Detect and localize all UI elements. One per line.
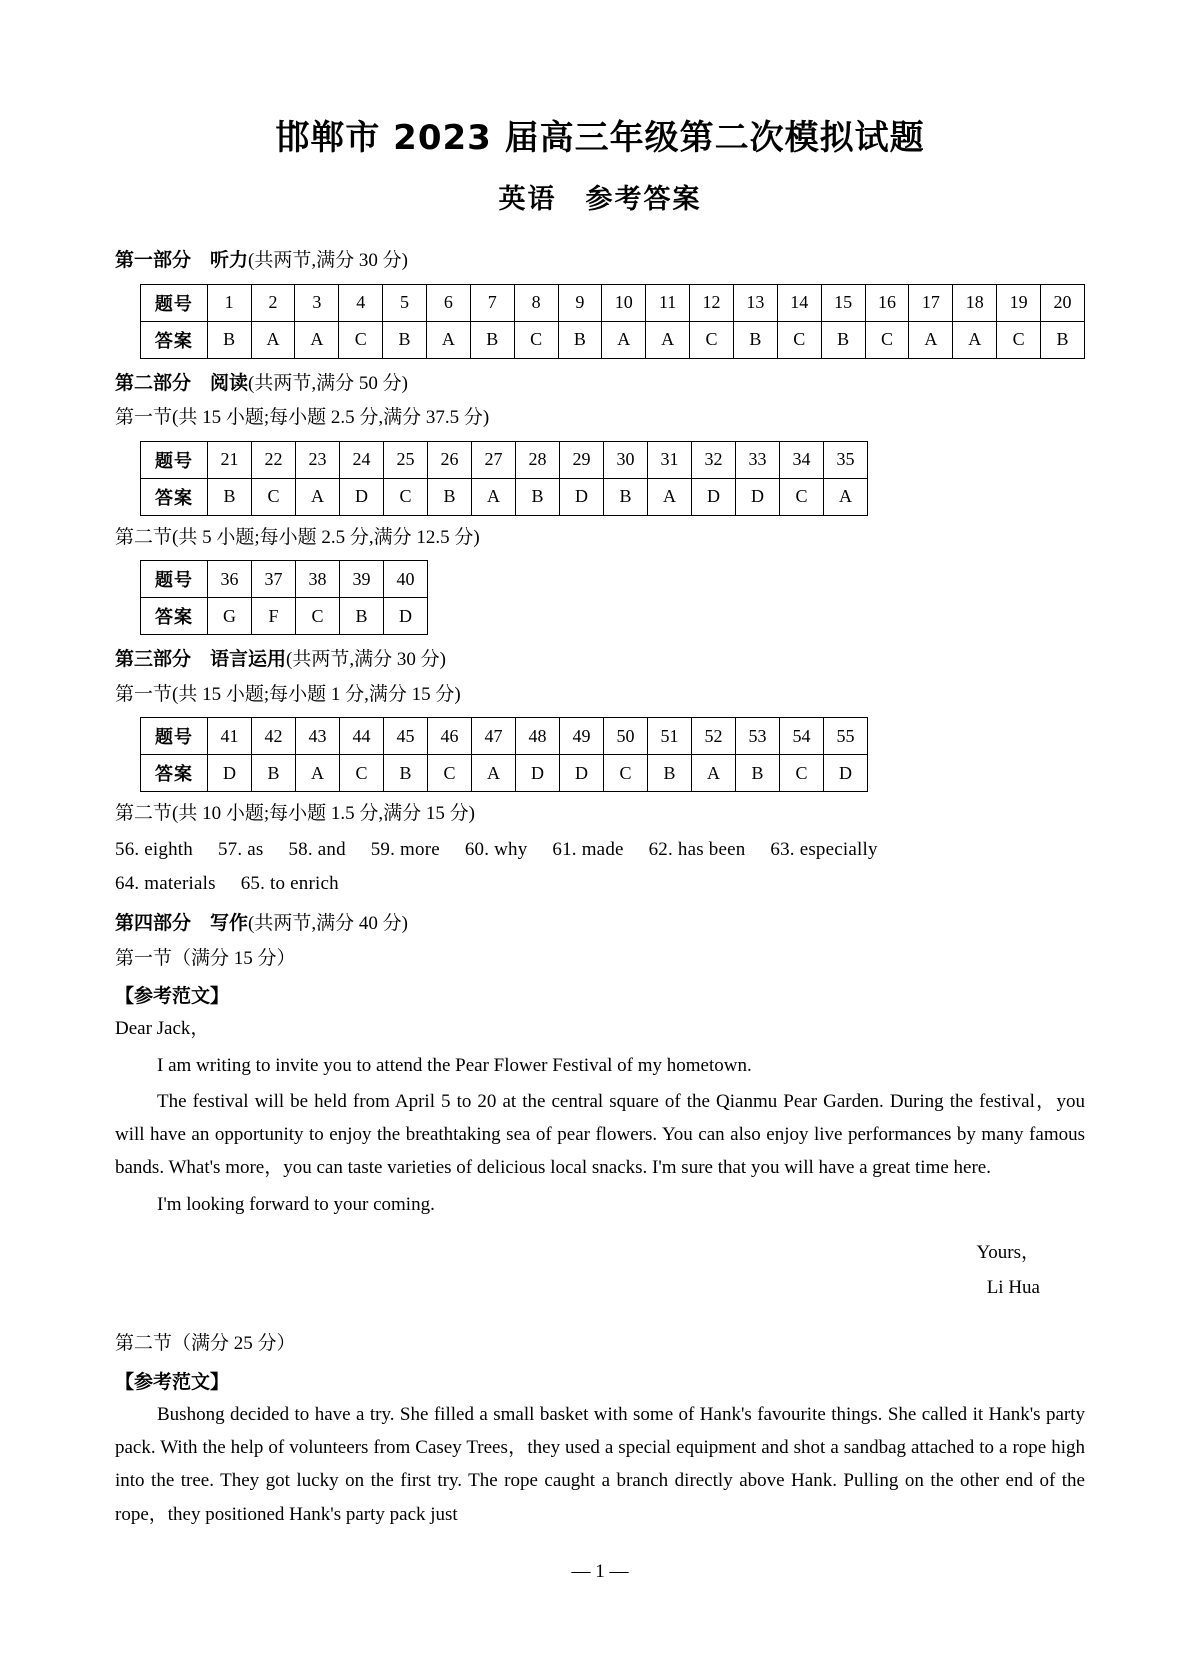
part2-heading-rest: (共两节,满分 50 分) [248, 372, 408, 394]
q-ans: A [692, 755, 736, 792]
q-ans: B [1041, 321, 1085, 358]
table-row [141, 478, 868, 515]
q-num: 54 [780, 718, 824, 755]
q-ans: G [208, 598, 252, 635]
letter-paragraph-3: I'm looking forward to your coming. [157, 1193, 435, 1215]
q-ans: B [208, 478, 252, 515]
q-ans: A [472, 755, 516, 792]
part2-answer-table-1 [140, 441, 868, 516]
part4-heading [115, 909, 1085, 939]
q-num: 49 [560, 718, 604, 755]
part4-section2-title: 第二节（满分 25 分） [115, 1333, 296, 1355]
q-ans: C [428, 755, 472, 792]
part4-heading-bold: 第四部分 写作 [115, 912, 249, 935]
q-num: 18 [953, 284, 997, 321]
page-title: 邯郸市 2023 届高三年级第二次模拟试题 [275, 118, 925, 158]
q-ans: A [251, 321, 295, 358]
fill-blank-line-1 [115, 835, 1085, 865]
q-ans: C [252, 478, 296, 515]
q-num: 6 [426, 284, 470, 321]
q-num: 15 [821, 284, 865, 321]
q-ans: B [384, 755, 428, 792]
row-label-answer: 答案 [141, 755, 208, 792]
part3-sub2: 第二节(共 10 小题;每小题 1.5 分,满分 15 分) [115, 803, 475, 824]
letter-salutation: Dear Jack， [115, 1018, 210, 1040]
q-ans: C [690, 321, 734, 358]
part3-answer-table-1 [140, 717, 868, 792]
q-ans: A [426, 321, 470, 358]
q-ans: C [296, 598, 340, 635]
table-row [141, 718, 868, 755]
q-num: 47 [472, 718, 516, 755]
q-ans: A [472, 478, 516, 515]
page-subtitle: 英语 参考答案 [498, 184, 702, 215]
row-label-number: 题号 [141, 284, 208, 321]
q-num: 28 [516, 441, 560, 478]
q-num: 24 [340, 441, 384, 478]
fill-answer: 62. has been [648, 838, 746, 860]
fill-answer: 59. more [370, 838, 440, 860]
part2-heading-bold: 第二部分 阅读 [115, 371, 249, 394]
part4-section1-model-label: 【参考范文】 [115, 985, 230, 1008]
q-num: 40 [384, 561, 428, 598]
q-ans: B [207, 321, 251, 358]
q-num: 10 [602, 284, 646, 321]
q-num: 26 [428, 441, 472, 478]
table-row [141, 321, 1085, 358]
q-ans: B [340, 598, 384, 635]
q-num: 17 [909, 284, 953, 321]
q-num: 50 [604, 718, 648, 755]
q-ans: A [648, 478, 692, 515]
part1-heading-rest: (共两节,满分 30 分) [248, 250, 408, 271]
part2-sub2: 第二节(共 5 小题;每小题 2.5 分,满分 12.5 分) [115, 526, 480, 548]
part4-heading-rest: (共两节,满分 40 分) [248, 913, 408, 935]
part1-answer-table [140, 284, 1085, 359]
part3-heading-rest: (共两节,满分 30 分) [286, 649, 446, 670]
q-num: 3 [295, 284, 339, 321]
row-label-number: 题号 [141, 441, 208, 478]
q-ans: D [824, 755, 868, 792]
q-num: 52 [692, 718, 736, 755]
q-num: 45 [384, 718, 428, 755]
part1-heading [115, 246, 1085, 276]
fill-answer: 60. why [464, 838, 528, 860]
q-num: 34 [780, 441, 824, 478]
q-ans: B [383, 321, 427, 358]
q-ans: C [384, 478, 428, 515]
table-row [141, 755, 868, 792]
part1-heading-bold: 第一部分 听力 [115, 249, 249, 271]
table-row [141, 561, 428, 598]
fill-answer: 61. made [552, 838, 624, 860]
q-num: 1 [207, 284, 251, 321]
q-ans: D [560, 755, 604, 792]
q-num: 23 [296, 441, 340, 478]
q-num: 43 [296, 718, 340, 755]
q-ans: D [560, 478, 604, 515]
row-label-number: 题号 [141, 718, 208, 755]
q-ans: C [780, 478, 824, 515]
q-num: 35 [824, 441, 868, 478]
part2-answer-table-2 [140, 560, 428, 635]
letter-paragraph-1: I am writing to invite you to attend the Pear Flower Festival of my hometown. [157, 1054, 752, 1076]
q-num: 29 [560, 441, 604, 478]
q-ans: B [558, 321, 602, 358]
table-row [141, 441, 868, 478]
continuation-paragraph-1: Bushong decided to have a try. She filled a small basket with some of Hank's favourite things. She called it Hank's party pack. With the help of volunteers from Casey Trees，they used a special equipment and shot a sandbag attached to a rope high into the tree. They got lucky on the first try. The rope caught a branch directly above Hank. Pulling on the other end of the rope，they positioned Hank's party pack just [115, 1403, 1085, 1525]
q-ans: C [514, 321, 558, 358]
letter-paragraph-2: The festival will be held from April 5 to 20 at the central square of the Qianmu Pear Garden. During the festival，you will have an opportunity to enjoy the breathtaking sea of pear flowers. You can also enjoy live performances by many famous bands. What's more，you can taste varieties of delicious local snacks. I'm sure that you will have a great time here. [115, 1090, 1085, 1179]
q-ans: A [953, 321, 997, 358]
q-ans: C [604, 755, 648, 792]
q-num: 37 [252, 561, 296, 598]
q-num: 14 [777, 284, 821, 321]
row-label-number: 题号 [141, 561, 208, 598]
q-num: 11 [646, 284, 690, 321]
fill-blank-line-2 [115, 869, 1085, 899]
q-ans: B [604, 478, 648, 515]
q-num: 41 [208, 718, 252, 755]
q-ans: F [252, 598, 296, 635]
q-num: 16 [865, 284, 909, 321]
fill-answer: 65. to enrich [240, 872, 339, 894]
q-num: 53 [736, 718, 780, 755]
q-ans: A [296, 755, 340, 792]
q-ans: B [252, 755, 296, 792]
q-num: 48 [516, 718, 560, 755]
q-num: 55 [824, 718, 868, 755]
q-num: 13 [733, 284, 777, 321]
q-ans: A [909, 321, 953, 358]
q-num: 7 [470, 284, 514, 321]
q-ans: A [296, 478, 340, 515]
q-num: 36 [208, 561, 252, 598]
q-ans: B [648, 755, 692, 792]
q-num: 51 [648, 718, 692, 755]
q-ans: D [692, 478, 736, 515]
fill-answer: 58. and [288, 838, 346, 860]
q-num: 39 [340, 561, 384, 598]
letter-signoff: Yours， [976, 1241, 1040, 1263]
q-ans: C [865, 321, 909, 358]
q-ans: B [821, 321, 865, 358]
q-ans: C [340, 755, 384, 792]
q-num: 44 [340, 718, 384, 755]
q-num: 38 [296, 561, 340, 598]
q-ans: A [646, 321, 690, 358]
q-ans: B [428, 478, 472, 515]
q-num: 30 [604, 441, 648, 478]
q-num: 20 [1041, 284, 1085, 321]
q-ans: D [736, 478, 780, 515]
q-ans: C [780, 755, 824, 792]
q-num: 25 [384, 441, 428, 478]
fill-answer: 64. materials [115, 872, 216, 894]
page-number: — 1 — [571, 1561, 629, 1582]
q-num: 12 [690, 284, 734, 321]
q-ans: C [339, 321, 383, 358]
q-ans: D [384, 598, 428, 635]
q-ans: A [295, 321, 339, 358]
q-num: 19 [997, 284, 1041, 321]
q-ans: A [824, 478, 868, 515]
q-num: 46 [428, 718, 472, 755]
q-num: 31 [648, 441, 692, 478]
q-num: 32 [692, 441, 736, 478]
q-ans: B [733, 321, 777, 358]
part2-sub1: 第一节(共 15 小题;每小题 2.5 分,满分 37.5 分) [115, 407, 490, 428]
q-num: 4 [339, 284, 383, 321]
q-num: 2 [251, 284, 295, 321]
q-ans: C [777, 321, 821, 358]
part3-sub1: 第一节(共 15 小题;每小题 1 分,满分 15 分) [115, 683, 461, 705]
q-num: 42 [252, 718, 296, 755]
q-num: 22 [252, 441, 296, 478]
q-ans: B [516, 478, 560, 515]
q-ans: A [602, 321, 646, 358]
letter-signature-name: Li Hua [986, 1277, 1040, 1299]
document-body [115, 110, 1085, 1534]
row-label-answer: 答案 [141, 598, 208, 635]
fill-answer: 63. especially [770, 838, 878, 860]
q-num: 33 [736, 441, 780, 478]
table-row [141, 598, 428, 635]
q-num: 27 [472, 441, 516, 478]
q-ans: D [340, 478, 384, 515]
q-num: 9 [558, 284, 602, 321]
q-ans: C [997, 321, 1041, 358]
row-label-answer: 答案 [141, 321, 208, 358]
q-ans: D [516, 755, 560, 792]
q-num: 8 [514, 284, 558, 321]
part4-section2-model-label: 【参考范文】 [115, 1370, 230, 1393]
part2-heading [115, 369, 1085, 399]
part4-section1-title: 第一节（满分 15 分） [115, 947, 296, 969]
q-num: 21 [208, 441, 252, 478]
row-label-answer: 答案 [141, 478, 208, 515]
table-row [141, 284, 1085, 321]
fill-answer: 56. eighth [115, 838, 193, 860]
fill-answer: 57. as [217, 838, 264, 860]
q-ans: B [470, 321, 514, 358]
q-ans: B [736, 755, 780, 792]
q-num: 5 [383, 284, 427, 321]
q-ans: D [208, 755, 252, 792]
part3-heading-bold: 第三部分 语言运用 [115, 648, 287, 670]
part3-heading [115, 645, 1085, 675]
